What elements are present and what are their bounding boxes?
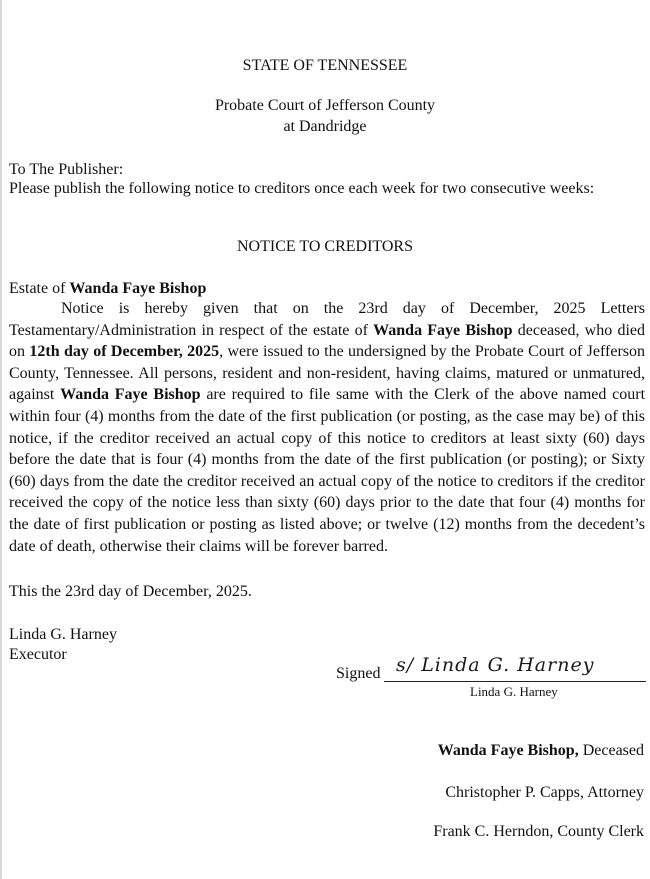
notice-title: NOTICE TO CREDITORS [236,238,413,255]
clerk-line: Frank C. Herndon, County Clerk [433,823,644,840]
deceased-name: Wanda Faye Bishop [373,321,513,339]
notice-text-4: are required to file same with the Clerk of the above named court within four (4) months from the date of the first publication (or posting, as the case may be) of this notice, if the creditor received an actual copy of this notice to creditors at least sixty (60) days before the date that is four (4) months from the date of the first publication (or posting); or Sixty (60) days from the date the creditor received an actual copy of the notice to creditors if the creditor received the copy of the notice less than sixty (60) days prior to the date that four (4) months for the date of first publication or posting as listed above; or twelve (12) months from the decedent’s date of death, otherwise their claims will be forever barred. [9,386,646,555]
footer-deceased-name: Wanda Faye Bishop, [437,742,579,759]
signed-label: Signed [336,665,381,682]
estate-label: Estate of [9,280,66,297]
notice-text-3: , were issued to the undersigned by the Probate Court of Jefferson County, Tennessee. All persons, resident and non-resident, having claims, matured or unmatured, against [9,343,646,404]
notice-text-2: deceased, who died on [9,321,645,361]
court-heading: Probate Court of Jefferson County [214,97,436,114]
publisher-salutation: To The Publisher: [9,161,124,178]
executor-name: Linda G. Harney [9,626,117,643]
signature-line [384,681,646,682]
court-location: at Dandridge [283,118,367,135]
estate-name: Wanda Faye Bishop [69,280,207,297]
publisher-request: Please publish the following notice to creditors once each week for two consecutive weeks: [9,180,595,197]
dated-line: This the 23rd day of December, 2025. [9,583,252,600]
executor-title: Executor [9,646,67,663]
death-date: 12th day of December, 2025 [29,343,220,361]
notice-body [9,298,645,557]
estate-line [9,279,206,299]
attorney-line: Christopher P. Capps, Attorney [445,784,644,801]
state-heading: STATE OF TENNESSEE [242,57,408,74]
claims-name: Wanda Faye Bishop [60,386,201,404]
signature-printed-name: Linda G. Harney [470,684,558,699]
notice-text-1: Notice is hereby given that on the 23rd day of December, 2025 Letters Testamentary/Administration in respect of the estate of [9,300,645,339]
deceased-footer [438,741,644,761]
handwritten-signature: s/ Linda G. Harney [396,654,595,676]
footer-deceased-label: Deceased [582,742,644,759]
